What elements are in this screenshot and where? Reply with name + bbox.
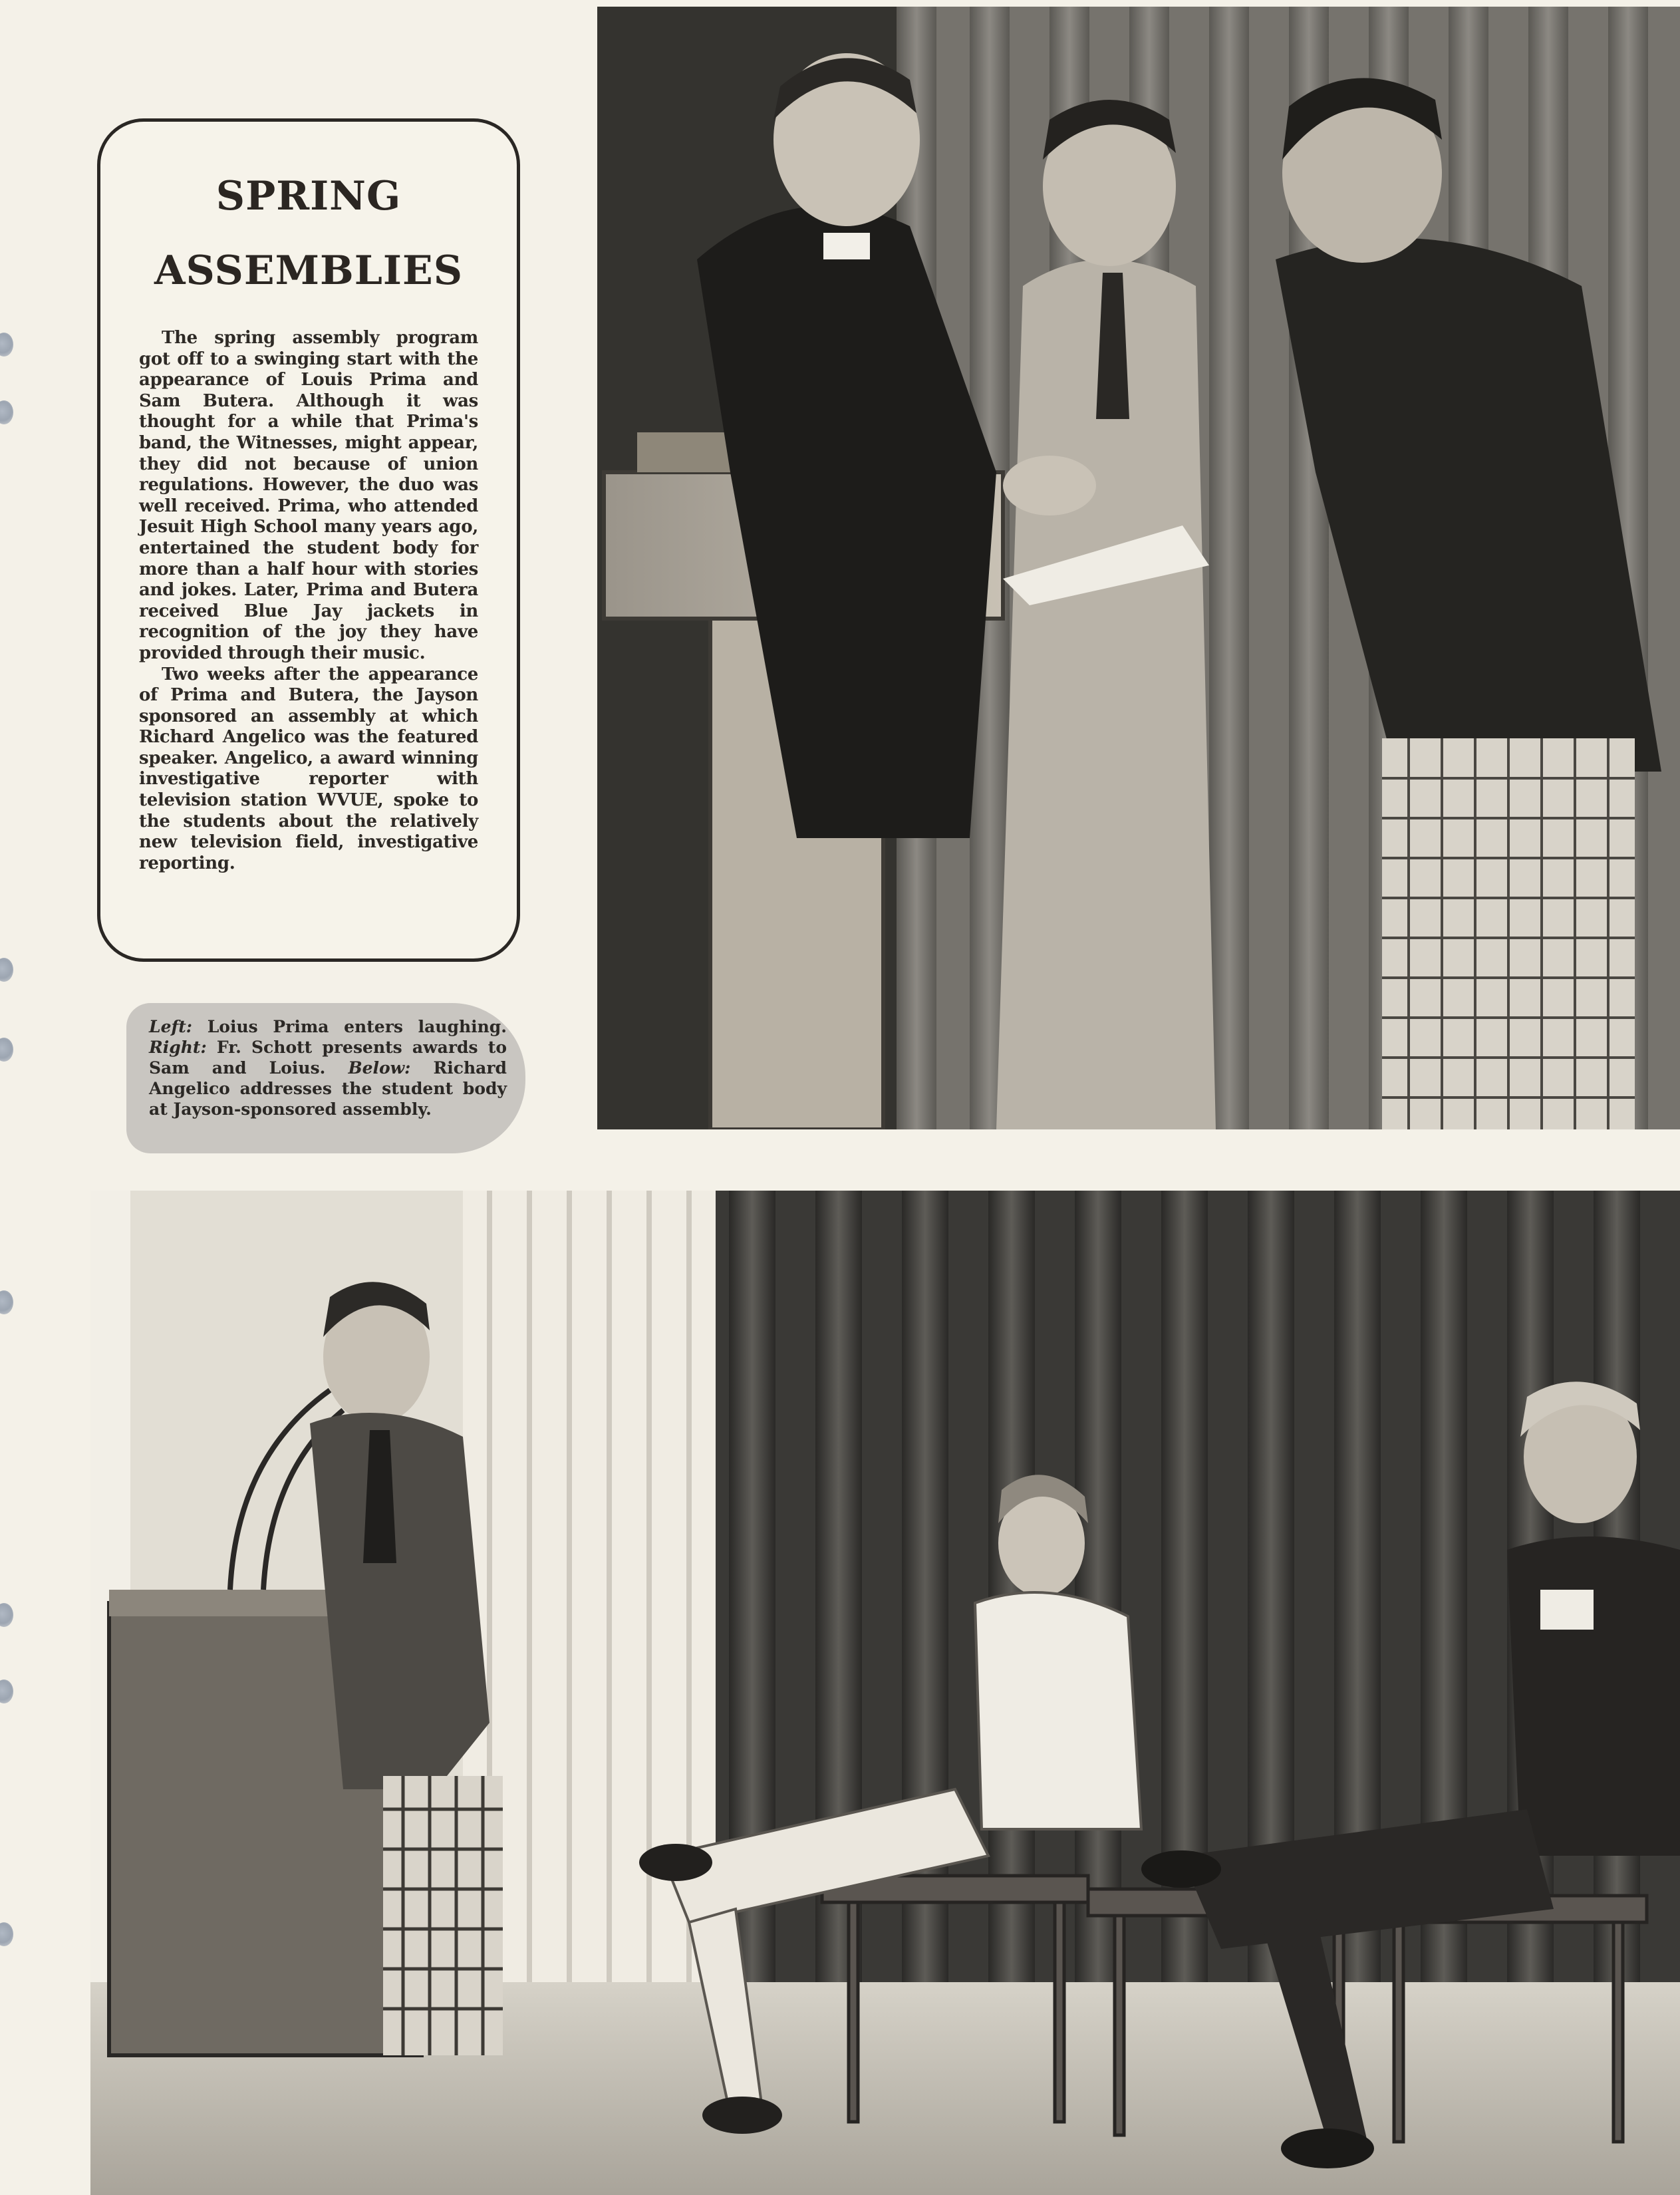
caption-right-text: Fr. Schott presents awards to Sam and Loius. [149,1038,507,1078]
binder-hole [0,1922,13,1946]
assembly-speaker-photo [90,1191,1680,2195]
article-title [139,159,478,308]
article-paragraph: Two weeks after the appearance of Prima and Butera, the Jayson sponsored an assembly at which Richard Angelico was the featured speaker. Angelico, a award winning investigative reporter with television station WVUE, spoke to the students about the relatively new television field, investigative reporting. [139,664,478,873]
award-presentation-image [597,7,1680,1129]
caption-below-label: Below: [348,1058,411,1078]
assembly-speaker-image [90,1191,1680,2195]
caption-below-text: Richard Angelico addresses the student body at Jayson-sponsored assembly. [149,1058,507,1119]
article-paragraph: The spring assembly program got off to a swinging start with the appearance of Louis Prima and Sam Butera. Although it was thought for a while that Prima's band, the Witnesses, might appear, they did not because of union regulations. However, the duo was well received. Prima, who attended Jesuit High School many years ago, entertained the student body for more than a half hour with stories and jokes. Later, Prima and Butera received Blue Jay jackets in recognition of the joy they have provided through their music. [139,328,478,663]
binder-hole [0,1038,13,1062]
article-body [139,328,478,874]
binder-hole [0,1290,13,1314]
binder-hole [0,1603,13,1627]
photo-caption [126,1003,525,1153]
binder-hole [0,333,13,357]
article-title-line1: SPRING [215,173,402,220]
caption-left-text: Loius Prima enters laughing. [192,1017,507,1036]
caption-left-label: Left: [149,1017,193,1036]
binder-hole [0,958,13,982]
binder-hole [0,1680,13,1703]
award-presentation-photo [597,7,1680,1129]
story-box [97,118,520,962]
binder-hole [0,400,13,424]
caption-right-label: Right: [149,1038,207,1057]
article-title-line2: ASSEMBLIES [154,247,464,294]
